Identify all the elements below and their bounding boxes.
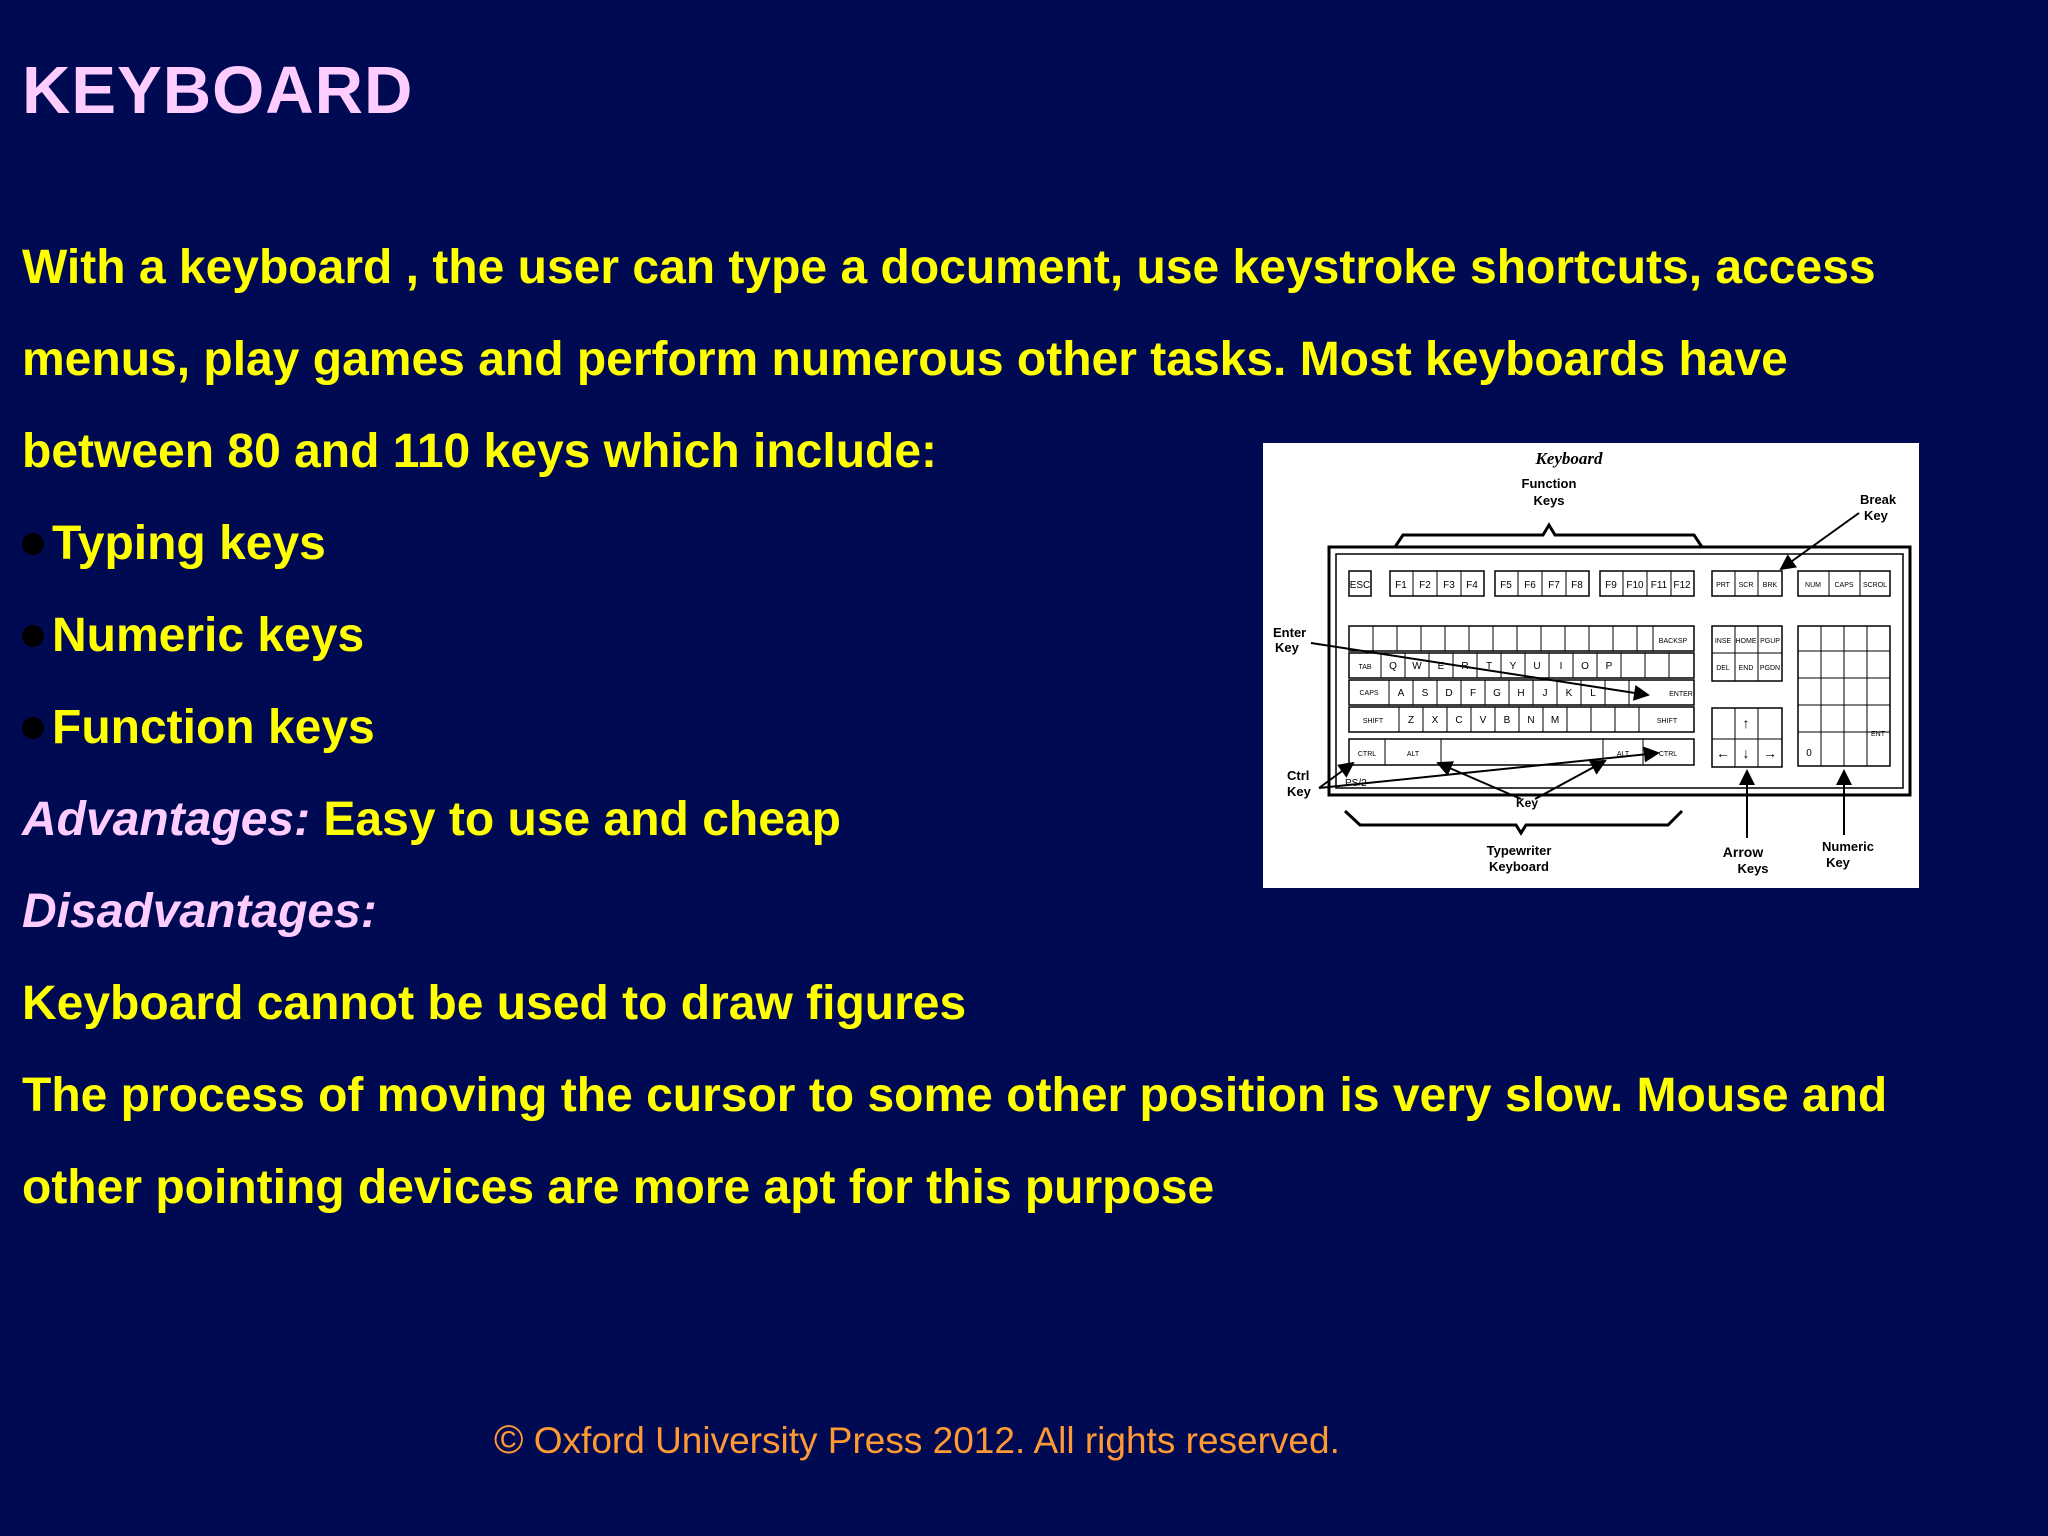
alt-key-label: Key [1516, 796, 1539, 810]
svg-text:HOME: HOME [1735, 638, 1757, 645]
svg-text:SHIFT: SHIFT [1656, 718, 1678, 725]
svg-text:K: K [1565, 688, 1573, 699]
svg-text:S: S [1421, 688, 1429, 699]
svg-text:PGDN: PGDN [1759, 665, 1781, 672]
arrow-right-icon: → [1763, 745, 1777, 761]
svg-text:ENT: ENT [1871, 731, 1885, 738]
svg-text:SCROL: SCROL [1862, 582, 1888, 589]
svg-text:SHIFT: SHIFT [1362, 718, 1384, 725]
typewriter-bracket [1345, 811, 1682, 833]
arrow-left-icon: ← [1716, 745, 1730, 761]
svg-text:PRT: PRT [1716, 582, 1730, 589]
intro-line-2: menus, play games and perform numerous other tasks. Most keyboards have [22, 333, 1788, 386]
svg-text:NUM: NUM [1805, 582, 1821, 589]
svg-text:END: END [1738, 665, 1754, 672]
svg-text:R: R [1461, 661, 1469, 672]
svg-text:F2: F2 [1419, 580, 1431, 591]
advantages-text: Easy to use and cheap [310, 793, 841, 846]
svg-text:L: L [1590, 688, 1596, 699]
enter-key-label: Key [1275, 640, 1299, 655]
intro-line-1: With a keyboard , the user can type a document, use keystroke shortcuts, access [22, 241, 1876, 294]
svg-text:F6: F6 [1524, 580, 1536, 591]
svg-text:F9: F9 [1605, 580, 1617, 591]
svg-text:ALT: ALT [1406, 751, 1420, 758]
numeric-key-label: Numeric [1821, 839, 1875, 854]
disadvantage-line-3: other pointing devices are more apt for this purpose [22, 1161, 1215, 1214]
slide-title: KEYBOARD [22, 53, 414, 128]
svg-text:F7: F7 [1548, 580, 1560, 591]
svg-text:E: E [1437, 661, 1445, 672]
typewriter-keyboard-label: Typewriter [1486, 843, 1552, 858]
svg-text:F1: F1 [1395, 580, 1407, 591]
svg-text:N: N [1527, 715, 1535, 726]
svg-text:F12: F12 [1673, 580, 1691, 591]
model-label: PS/2 [1345, 778, 1367, 789]
svg-text:U: U [1533, 661, 1541, 672]
svg-text:INSE: INSE [1714, 638, 1732, 645]
figure-title: Keyboard [1535, 449, 1603, 468]
svg-text:Q: Q [1389, 661, 1397, 672]
svg-text:Y: Y [1509, 661, 1517, 672]
svg-text:F10: F10 [1626, 580, 1644, 591]
copyright-text: Oxford University Press 2012. All rights reserved. [523, 1420, 1340, 1461]
svg-text:I: I [1559, 661, 1563, 672]
svg-text:F8: F8 [1571, 580, 1583, 591]
svg-text:D: D [1445, 688, 1453, 699]
arrow-keys-label: Arrow [1722, 844, 1764, 860]
bullet-text: Typing keys [52, 517, 326, 570]
svg-text:A: A [1397, 688, 1405, 699]
svg-text:F3: F3 [1443, 580, 1455, 591]
svg-text:ESC: ESC [1349, 580, 1371, 591]
svg-text:0: 0 [1806, 748, 1812, 759]
bullet-text: Numeric keys [52, 609, 365, 662]
svg-text:F: F [1469, 688, 1477, 699]
function-keys-label: Keys [1533, 493, 1565, 508]
intro-line-3: between 80 and 110 keys which include: [22, 425, 938, 478]
bullet-dot-icon [22, 625, 44, 647]
svg-text:PGUP: PGUP [1760, 638, 1780, 645]
disadvantage-line-1: Keyboard cannot be used to draw figures [22, 977, 967, 1030]
bullet-dot-icon [22, 533, 44, 555]
svg-text:SCR: SCR [1738, 582, 1754, 589]
arrow-keys-label: Keys [1737, 861, 1769, 876]
svg-text:J: J [1542, 688, 1548, 699]
svg-text:H: H [1517, 688, 1525, 699]
svg-text:CAPS: CAPS [1359, 690, 1379, 697]
svg-text:T: T [1485, 661, 1493, 672]
svg-text:F5: F5 [1500, 580, 1512, 591]
svg-text:CAPS: CAPS [1834, 582, 1854, 589]
svg-text:DEL: DEL [1716, 665, 1730, 672]
svg-text:B: B [1503, 715, 1511, 726]
typewriter-keyboard-label: Keyboard [1489, 859, 1549, 874]
keyboard-diagram-svg [1263, 443, 1919, 888]
ctrl-key-label: Ctrl [1287, 768, 1310, 783]
svg-text:BRK: BRK [1762, 582, 1778, 589]
svg-text:ENTER: ENTER [1669, 691, 1693, 698]
function-keys-label: Function [1521, 476, 1577, 491]
svg-text:ALT: ALT [1616, 751, 1630, 758]
svg-text:Z: Z [1407, 715, 1415, 726]
keyboard-diagram [1263, 443, 1919, 888]
bullet-text: Function keys [52, 701, 375, 754]
svg-text:F4: F4 [1466, 580, 1478, 591]
break-key-label: Key [1864, 508, 1888, 523]
svg-text:G: G [1493, 688, 1501, 699]
svg-text:BACKSP: BACKSP [1658, 638, 1688, 645]
svg-text:CTRL: CTRL [1357, 751, 1377, 758]
advantages-label: Advantages: [22, 793, 311, 846]
svg-text:F11: F11 [1650, 580, 1668, 591]
copyright-icon: © [494, 1418, 524, 1462]
svg-text:V: V [1479, 715, 1487, 726]
bullet-dot-icon [22, 717, 44, 739]
enter-key-label: Enter [1273, 625, 1307, 640]
svg-text:CTRL: CTRL [1658, 751, 1678, 758]
svg-text:X: X [1431, 715, 1439, 726]
svg-text:TAB: TAB [1358, 664, 1372, 671]
svg-text:P: P [1605, 661, 1613, 672]
copyright-footer [494, 1418, 1340, 1463]
disadvantages-label: Disadvantages: [22, 885, 377, 938]
arrow-down-icon: ↓ [1742, 745, 1750, 761]
svg-text:M: M [1550, 715, 1560, 726]
ctrl-key-label: Key [1287, 784, 1311, 799]
svg-text:C: C [1455, 715, 1463, 726]
arrow-up-icon: ↑ [1742, 715, 1750, 731]
svg-text:O: O [1581, 661, 1589, 672]
break-key-label: Break [1860, 492, 1897, 507]
numeric-key-label: Key [1826, 855, 1850, 870]
disadvantage-line-2: The process of moving the cursor to some other position is very slow. Mouse and [22, 1069, 1888, 1122]
svg-text:W: W [1412, 661, 1422, 672]
